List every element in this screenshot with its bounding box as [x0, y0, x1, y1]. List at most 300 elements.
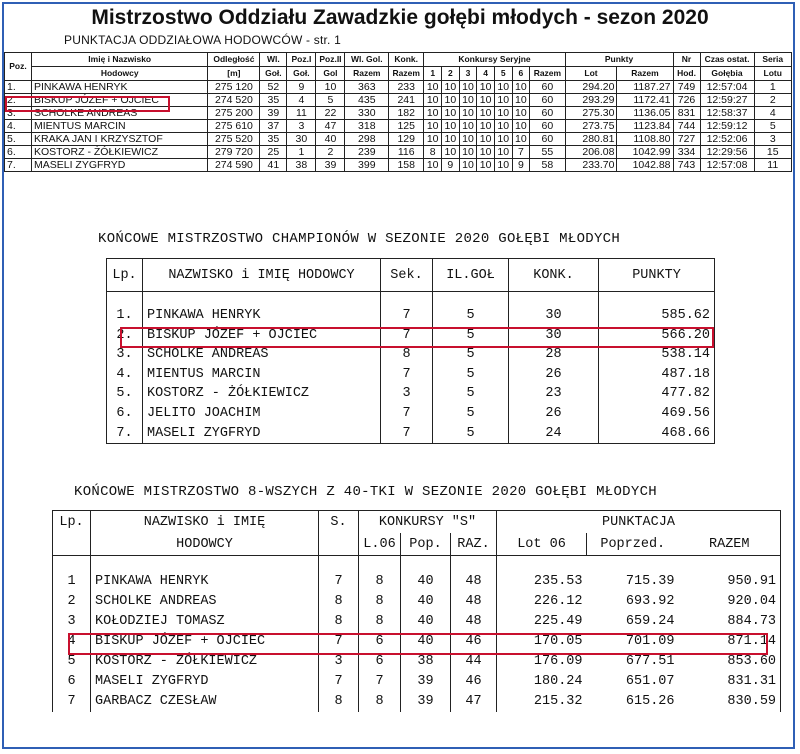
cell-poz2: 2 [316, 146, 345, 159]
cell-razem: 831.31 [679, 672, 781, 692]
col-konk: KONK. [509, 259, 599, 292]
cell-l06: 8 [359, 572, 401, 592]
col-name-bottom: HODOWCY [91, 533, 319, 556]
cell-raz: 48 [451, 612, 497, 632]
col-punkty-group: Punkty [565, 53, 673, 67]
cell-poz: 2. [5, 94, 32, 107]
cell-odl: 275 120 [208, 81, 260, 94]
cell-czas: 12:52:06 [700, 133, 754, 146]
cell-pop: 40 [401, 572, 451, 592]
cell-nr: 726 [673, 94, 700, 107]
table-row [53, 652, 781, 672]
cell-lp: 1 [53, 572, 91, 592]
cell-wl: 25 [260, 146, 287, 159]
table-row [107, 326, 715, 346]
table-spacer [107, 292, 715, 307]
col-poz1-top: Poz.I [287, 53, 316, 67]
cell-poprzed: 693.92 [625, 594, 675, 609]
cell-poz1: 30 [287, 133, 316, 146]
cell-lot: 293.29 [565, 94, 617, 107]
cell-lot: 206.08 [565, 146, 617, 159]
cell-k3: 10 [459, 133, 477, 146]
cell-sek: 7 [381, 365, 433, 385]
cell-k5: 10 [494, 159, 512, 172]
cell-poprzed: 701.09 [625, 634, 675, 649]
cell-razem: 920.04 [679, 592, 781, 612]
table-row [107, 424, 715, 444]
cell-konk: 23 [509, 384, 599, 404]
col-k5: 5 [494, 67, 512, 81]
col-raz: RAZ. [451, 533, 497, 556]
table-row [107, 404, 715, 424]
champions-table-title: KOŃCOWE MISTRZOSTWO CHAMPIONÓW W SEZONIE 2020 GOŁĘBI MŁODYCH [98, 231, 621, 247]
table-row [5, 81, 792, 94]
cell-name: PINKAWA HENRYK [31, 81, 207, 94]
cell-poz2: 5 [316, 94, 345, 107]
cell-konk: 116 [389, 146, 424, 159]
col-wl-bottom: Goł. [260, 67, 287, 81]
cell-poz2: 10 [316, 81, 345, 94]
col-wl-top: Wl. [260, 53, 287, 67]
cell-czas: 12:57:08 [700, 159, 754, 172]
cell-l06: 8 [359, 612, 401, 632]
cell-name: SCHOLKE ANDREAS [31, 107, 207, 120]
cell-punkty: 538.14 [599, 345, 715, 365]
cell-k1: 10 [424, 94, 442, 107]
cell-name: JELITO JOACHIM [143, 404, 381, 424]
cell-wlg: 399 [345, 159, 389, 172]
cell-wlg: 435 [345, 94, 389, 107]
cell-l06: 6 [359, 632, 401, 652]
cell-k6: 7 [512, 146, 530, 159]
col-pop: Pop. [401, 533, 451, 556]
col-lp: Lp. [53, 511, 91, 534]
cell-k3: 10 [459, 107, 477, 120]
cell-name: KOSTORZ - ŻÓŁKIEWICZ [143, 384, 381, 404]
cell-odl: 274 590 [208, 159, 260, 172]
col-s: S. [319, 511, 359, 534]
cell-poz2: 39 [316, 159, 345, 172]
cell-lot06: 180.24 [497, 672, 587, 692]
cell-sek: 3 [381, 384, 433, 404]
cell-seria: 5 [754, 120, 792, 133]
col-name-top: Imię i Nazwisko [31, 53, 207, 67]
table-row [5, 133, 792, 146]
cell-k2: 10 [442, 120, 460, 133]
cell-ilgol: 5 [433, 384, 509, 404]
cell-k5: 10 [494, 94, 512, 107]
eight-of-forty-table [52, 510, 781, 712]
cell-nr: 334 [673, 146, 700, 159]
cell-k6: 10 [512, 120, 530, 133]
cell-pop: 39 [401, 672, 451, 692]
cell-punkty: 477.82 [599, 384, 715, 404]
col-k1: 1 [424, 67, 442, 81]
table-row [5, 159, 792, 172]
cell-k3: 10 [459, 120, 477, 133]
cell-wl: 37 [260, 120, 287, 133]
cell-prazem: 1123.84 [617, 120, 673, 133]
cell-s: 8 [319, 592, 359, 612]
cell-lot: 233.70 [565, 159, 617, 172]
cell-s: 8 [319, 692, 359, 712]
cell-seria: 11 [754, 159, 792, 172]
cell-prazem: 1042.88 [617, 159, 673, 172]
cell-k4: 10 [477, 120, 495, 133]
col-nr-bottom: Hod. [673, 67, 700, 81]
cell-poprzed: 659.24 [625, 614, 675, 629]
cell-name: GARBACZ CZESŁAW [91, 692, 319, 712]
table-row [5, 94, 792, 107]
cell-razem: 871.14 [679, 632, 781, 652]
cell-k1: 10 [424, 133, 442, 146]
cell-k5: 10 [494, 81, 512, 94]
cell-lp: 2. [107, 326, 143, 346]
cell-lp: 3 [53, 612, 91, 632]
cell-sek: 8 [381, 345, 433, 365]
cell-name: MASELI ZYGFRYD [91, 672, 319, 692]
table-row [5, 107, 792, 120]
col-k4: 4 [477, 67, 495, 81]
cell-l06: 6 [359, 652, 401, 672]
cell-l06: 8 [359, 692, 401, 712]
cell-ilgol: 5 [433, 345, 509, 365]
cell-czas: 12:29:56 [700, 146, 754, 159]
col-name-top: NAZWISKO i IMIĘ [91, 511, 319, 534]
cell-wlg: 239 [345, 146, 389, 159]
cell-k3: 10 [459, 94, 477, 107]
cell-razem: 60 [530, 81, 565, 94]
cell-konk: 26 [509, 404, 599, 424]
section-ranking-table [4, 52, 792, 172]
cell-lp: 5 [53, 652, 91, 672]
cell-name: MIENTUS MARCIN [143, 365, 381, 385]
table-row [53, 692, 781, 712]
cell-poz: 3. [5, 107, 32, 120]
col-sek: Sek. [381, 259, 433, 292]
page-subtitle: PUNKTACJA ODDZIAŁOWA HODOWCÓW - str. 1 [64, 33, 341, 47]
cell-sek: 7 [381, 326, 433, 346]
page-title: Mistrzostwo Oddziału Zawadzkie gołębi młodych - sezon 2020 [91, 6, 709, 29]
cell-konk: 241 [389, 94, 424, 107]
table-row [107, 345, 715, 365]
cell-razem: 60 [530, 107, 565, 120]
cell-name: KOSTORZ - ŻÓŁKIEWICZ [91, 652, 319, 672]
cell-punkty: 566.20 [599, 326, 715, 346]
cell-l06: 7 [359, 672, 401, 692]
col-k6: 6 [512, 67, 530, 81]
cell-k6: 10 [512, 81, 530, 94]
col-name-bottom: Hodowcy [31, 67, 207, 81]
col-poz2-bottom: Gol [316, 67, 345, 81]
cell-ilgol: 5 [433, 306, 509, 326]
table-spacer [53, 556, 781, 573]
cell-name: BISKUP JÓZEF + OJCIEC [91, 632, 319, 652]
cell-razem: 60 [530, 120, 565, 133]
cell-k4: 10 [477, 94, 495, 107]
table-row [5, 146, 792, 159]
cell-poz2: 47 [316, 120, 345, 133]
cell-odl: 275 520 [208, 133, 260, 146]
cell-razem: 853.60 [679, 652, 781, 672]
cell-s: 7 [319, 632, 359, 652]
cell-konk: 28 [509, 345, 599, 365]
cell-k4: 10 [477, 107, 495, 120]
cell-konk: 125 [389, 120, 424, 133]
col-czas-top: Czas ostat. [700, 53, 754, 67]
cell-lot06: 215.32 [497, 692, 587, 712]
cell-odl: 274 520 [208, 94, 260, 107]
col-punktacja-group: PUNKTACJA [497, 511, 781, 534]
cell-prazem: 1187.27 [617, 81, 673, 94]
cell-seria: 1 [754, 81, 792, 94]
eight-of-forty-table-title: KOŃCOWE MISTRZOSTWO 8-WSZYCH Z 40-TKI W SEZONIE 2020 GOŁĘBI MŁODYCH [74, 484, 657, 500]
cell-pop: 39 [401, 692, 451, 712]
cell-k5: 10 [494, 146, 512, 159]
cell-lot06: 176.09 [497, 652, 587, 672]
col-wlg-top: Wl. Gol. [345, 53, 389, 67]
col-konk-bottom: Razem [389, 67, 424, 81]
cell-odl: 275 200 [208, 107, 260, 120]
table-row [53, 672, 781, 692]
table-row [107, 384, 715, 404]
cell-prazem: 1042.99 [617, 146, 673, 159]
cell-wl: 52 [260, 81, 287, 94]
cell-konk: 158 [389, 159, 424, 172]
cell-k5: 10 [494, 107, 512, 120]
cell-k6: 9 [512, 159, 530, 172]
cell-wl: 39 [260, 107, 287, 120]
cell-k3: 10 [459, 146, 477, 159]
cell-czas: 12:58:37 [700, 107, 754, 120]
col-razem: RAZEM [679, 533, 781, 556]
cell-lp: 2 [53, 592, 91, 612]
cell-wl: 41 [260, 159, 287, 172]
cell-wl: 35 [260, 133, 287, 146]
cell-konk: 233 [389, 81, 424, 94]
table-row [53, 632, 781, 652]
cell-k4: 10 [477, 159, 495, 172]
cell-ilgol: 5 [433, 326, 509, 346]
cell-k1: 10 [424, 159, 442, 172]
cell-lp: 3. [107, 345, 143, 365]
cell-poprzed: 615.26 [625, 694, 675, 709]
cell-lot06: 226.12 [497, 592, 587, 612]
cell-prazem: 1108.80 [617, 133, 673, 146]
cell-k6: 10 [512, 107, 530, 120]
cell-raz: 48 [451, 572, 497, 592]
cell-lot06: 225.49 [497, 612, 587, 632]
cell-nr: 749 [673, 81, 700, 94]
cell-sek: 7 [381, 424, 433, 444]
col-poz: Poz. [5, 53, 32, 81]
cell-razem: 830.59 [679, 692, 781, 712]
col-k3: 3 [459, 67, 477, 81]
col-ilgol: IL.GOŁ [433, 259, 509, 292]
cell-name: PINKAWA HENRYK [91, 572, 319, 592]
col-poz1-bottom: Goł. [287, 67, 316, 81]
cell-k4: 10 [477, 133, 495, 146]
cell-konk: 24 [509, 424, 599, 444]
cell-konk: 30 [509, 306, 599, 326]
cell-ilgol: 5 [433, 365, 509, 385]
col-konkursy-group: Konkursy Seryjne [424, 53, 565, 67]
cell-nr: 831 [673, 107, 700, 120]
cell-name: KOSTORZ - ŻÓŁKIEWICZ [31, 146, 207, 159]
cell-lp: 5. [107, 384, 143, 404]
cell-name: SCHOLKE ANDREAS [143, 345, 381, 365]
cell-name: BISKUP JÓZEF + OJCIEC [143, 326, 381, 346]
cell-razem: 58 [530, 159, 565, 172]
cell-punkty: 585.62 [599, 306, 715, 326]
cell-name: MASELI ZYGFRYD [143, 424, 381, 444]
col-odl-top: Odległość [208, 53, 260, 67]
cell-poprzed: 715.39 [625, 574, 675, 589]
cell-poz2: 22 [316, 107, 345, 120]
cell-lp: 7 [53, 692, 91, 712]
cell-k3: 10 [459, 159, 477, 172]
table-row [53, 572, 781, 592]
cell-name: KRAKA JAN I KRZYSZTOF [31, 133, 207, 146]
col-lot06: Lot 06 [497, 533, 587, 556]
table-row [53, 592, 781, 612]
cell-s: 8 [319, 612, 359, 632]
cell-k2: 10 [442, 94, 460, 107]
cell-k1: 10 [424, 120, 442, 133]
cell-poprzed: 677.51 [625, 654, 675, 669]
cell-k5: 10 [494, 133, 512, 146]
cell-k2: 9 [442, 159, 460, 172]
cell-konk: 129 [389, 133, 424, 146]
cell-prazem: 1136.05 [617, 107, 673, 120]
cell-poprzed: 651.07 [625, 674, 675, 689]
cell-k5: 10 [494, 120, 512, 133]
cell-name: BISKUP JÓZEF + OJCIEC [31, 94, 207, 107]
cell-prazem: 1172.41 [617, 94, 673, 107]
col-punkty: PUNKTY [599, 259, 715, 292]
cell-raz: 44 [451, 652, 497, 672]
col-name: NAZWISKO i IMIĘ HODOWCY [143, 259, 381, 292]
cell-lp: 4. [107, 365, 143, 385]
cell-sek: 7 [381, 306, 433, 326]
cell-seria: 15 [754, 146, 792, 159]
cell-lp: 7. [107, 424, 143, 444]
cell-razem: 60 [530, 133, 565, 146]
cell-poz: 6. [5, 146, 32, 159]
cell-czas: 12:59:27 [700, 94, 754, 107]
cell-seria: 3 [754, 133, 792, 146]
cell-seria: 2 [754, 94, 792, 107]
cell-name: MASELI ZYGFRYD [31, 159, 207, 172]
col-konk-top: Konk. [389, 53, 424, 67]
cell-pop: 40 [401, 592, 451, 612]
cell-poz: 5. [5, 133, 32, 146]
col-seria-bottom: Lotu [754, 67, 792, 81]
cell-k2: 10 [442, 146, 460, 159]
cell-k6: 10 [512, 94, 530, 107]
cell-poz1: 1 [287, 146, 316, 159]
cell-wlg: 298 [345, 133, 389, 146]
table-row [107, 306, 715, 326]
cell-name: PINKAWA HENRYK [143, 306, 381, 326]
cell-k1: 8 [424, 146, 442, 159]
cell-wlg: 363 [345, 81, 389, 94]
cell-poz1: 11 [287, 107, 316, 120]
col-k2: 2 [442, 67, 460, 81]
cell-razem: 55 [530, 146, 565, 159]
cell-k6: 10 [512, 133, 530, 146]
cell-punkty: 487.18 [599, 365, 715, 385]
col-czas-bottom: Gołębia [700, 67, 754, 81]
cell-poz1: 9 [287, 81, 316, 94]
col-lp: Lp. [107, 259, 143, 292]
cell-pop: 38 [401, 652, 451, 672]
cell-raz: 47 [451, 692, 497, 712]
cell-k3: 10 [459, 81, 477, 94]
cell-s: 7 [319, 572, 359, 592]
cell-ilgol: 5 [433, 424, 509, 444]
cell-seria: 4 [754, 107, 792, 120]
table-row [5, 120, 792, 133]
cell-k1: 10 [424, 107, 442, 120]
col-poz2-top: Poz.II [316, 53, 345, 67]
cell-name: KOŁODZIEJ TOMASZ [91, 612, 319, 632]
cell-pop: 40 [401, 632, 451, 652]
cell-nr: 727 [673, 133, 700, 146]
cell-raz: 46 [451, 632, 497, 652]
cell-nr: 743 [673, 159, 700, 172]
cell-lot: 275.30 [565, 107, 617, 120]
cell-poz1: 3 [287, 120, 316, 133]
col-k-razem: Razem [530, 67, 565, 81]
cell-konk: 182 [389, 107, 424, 120]
champions-table [106, 258, 715, 444]
cell-lot: 273.75 [565, 120, 617, 133]
cell-wl: 35 [260, 94, 287, 107]
col-lot: Lot [565, 67, 617, 81]
cell-lot06: 170.05 [497, 632, 587, 652]
col-wlg-bottom: Razem [345, 67, 389, 81]
cell-lot: 280.81 [565, 133, 617, 146]
cell-k2: 10 [442, 107, 460, 120]
cell-raz: 48 [451, 592, 497, 612]
cell-s: 3 [319, 652, 359, 672]
cell-k1: 10 [424, 81, 442, 94]
cell-name: SCHOLKE ANDREAS [91, 592, 319, 612]
cell-wlg: 318 [345, 120, 389, 133]
cell-lp: 6 [53, 672, 91, 692]
col-poprzed: Poprzed. [587, 533, 679, 556]
cell-lot06: 235.53 [497, 572, 587, 592]
cell-lp: 1. [107, 306, 143, 326]
table-row [107, 365, 715, 385]
col-l06: L.06 [359, 533, 401, 556]
cell-pop: 40 [401, 612, 451, 632]
cell-s: 7 [319, 672, 359, 692]
cell-k4: 10 [477, 146, 495, 159]
cell-lp: 6. [107, 404, 143, 424]
cell-lp: 4 [53, 632, 91, 652]
cell-wlg: 330 [345, 107, 389, 120]
cell-k2: 10 [442, 133, 460, 146]
cell-lot: 294.20 [565, 81, 617, 94]
col-seria-top: Seria [754, 53, 792, 67]
cell-poz1: 4 [287, 94, 316, 107]
col-konkursy-group: KONKURSY "S" [359, 511, 497, 534]
cell-punkty: 469.56 [599, 404, 715, 424]
cell-poz2: 40 [316, 133, 345, 146]
cell-odl: 275 610 [208, 120, 260, 133]
